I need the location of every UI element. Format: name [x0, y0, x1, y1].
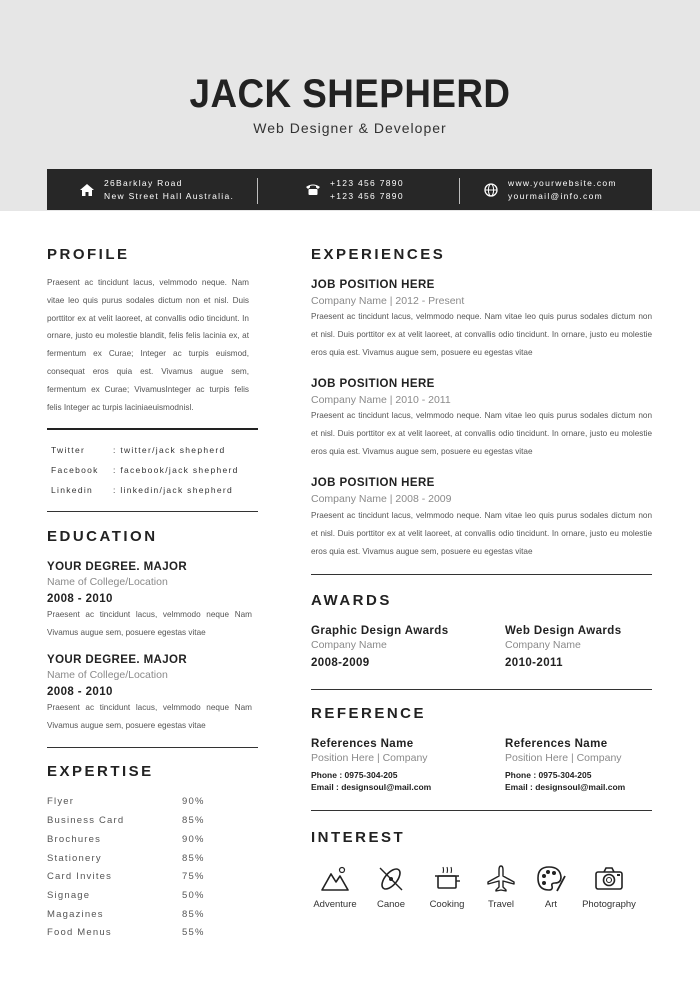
reference-heading: REFERENCE — [311, 705, 427, 722]
education-years: 2008 - 2010 — [47, 593, 113, 605]
interest-label: Adventure — [313, 899, 357, 910]
award-name: Graphic Design Awards — [311, 625, 449, 637]
camera-icon — [594, 864, 624, 894]
social-twitter — [51, 445, 226, 455]
interest-photography — [574, 864, 644, 910]
interest-label: Canoe — [377, 899, 405, 910]
job-title: Web Designer & Developer — [253, 120, 447, 136]
award-name: Web Design Awards — [505, 625, 622, 637]
awards-heading: AWARDS — [311, 592, 392, 609]
skill-name: Business Card — [47, 815, 125, 826]
divider — [47, 428, 258, 430]
social-label: Twitter — [51, 445, 86, 455]
interest-heading: INTEREST — [311, 829, 406, 846]
skill-name: Flyer — [47, 796, 75, 807]
website-text: www.yourwebsite.com — [508, 177, 617, 188]
contact-address — [79, 169, 234, 210]
job-company: Company Name | 2008 - 2009 — [311, 493, 452, 505]
reference-contact — [311, 769, 431, 793]
globe-icon — [483, 182, 499, 198]
skill-percent: 55% — [182, 927, 205, 938]
expertise-heading: EXPERTISE — [47, 763, 154, 780]
skill-percent: 85% — [182, 909, 205, 920]
award-company: Company Name — [311, 639, 387, 651]
expertise-row — [47, 853, 207, 864]
degree-title: YOUR DEGREE. MAJOR — [47, 654, 188, 666]
degree-title: YOUR DEGREE. MAJOR — [47, 561, 188, 573]
social-linkedin — [51, 485, 233, 495]
reference-position: Position Here | Company — [311, 752, 428, 764]
airplane-icon — [486, 864, 516, 894]
reference-position: Position Here | Company — [505, 752, 622, 764]
skill-percent: 90% — [182, 834, 205, 845]
social-label: Facebook — [51, 465, 99, 475]
phone-line-2: +123 456 7890 — [330, 190, 404, 201]
expertise-row — [47, 871, 207, 882]
page-title: JACK SHEPHERD — [189, 72, 511, 116]
college-name: Name of College/Location — [47, 669, 168, 681]
social-label: Linkedin — [51, 485, 94, 495]
phone-line-1: +123 456 7890 — [330, 177, 404, 188]
divider — [47, 747, 258, 748]
interest-label: Travel — [487, 899, 515, 910]
profile-text: Praesent ac tincidunt lacus, velmmodo neque. Nam vitae leo quis purus sodales dictum non et nisl. Duis porttitor ex at velit laoreet, at convallis odio tincidunt. In ornare, justo eu molestie blandit, felis felis lacinia ex, at fermentum ex Curae; Integer ac turpis euismod, consequat eros quia est. Vivamus augue sem, fermentum ex Curae; VivamusInteger ac turpis felis felis Integer ac turpis laciniaeuismodnisl. — [47, 278, 249, 412]
social-value: : twitter/jack shepherd — [113, 445, 226, 455]
skill-name: Food Menus — [47, 927, 112, 938]
award-years: 2010-2011 — [505, 657, 563, 669]
expertise-row — [47, 815, 207, 826]
reference-email: Email : designsoul@mail.com — [505, 782, 626, 792]
skill-percent: 50% — [182, 890, 205, 901]
reference-phone: Phone : 0975-304-205 — [505, 770, 592, 780]
skill-percent: 90% — [182, 796, 205, 807]
award-years: 2008-2009 — [311, 657, 370, 669]
palette-icon — [535, 864, 567, 894]
reference-name: References Name — [505, 738, 608, 750]
reference-contact — [505, 769, 625, 793]
interest-label: Photography — [582, 899, 636, 910]
education-text: Praesent ac tincidunt lacus, velmmodo neque Nam Vivamus augue sem, posuere egestas vitae — [47, 610, 252, 637]
profile-heading: PROFILE — [47, 246, 130, 263]
email-text: yourmail@info.com — [508, 190, 603, 201]
address-line-2: New Street Hall Australia. — [104, 190, 235, 201]
social-value: : linkedin/jack shepherd — [113, 485, 234, 495]
job-position: JOB POSITION HERE — [311, 477, 435, 489]
job-description: Praesent ac tincidunt lacus, velmmodo neque. Nam vitae leo quis purus sodales dictum non et nisl. Duis porttitor ex at velit laoreet, at convallis odio tincidunt. In ornare, justo eu molestie eros quia est. Vivamus augue sem, posuere eu egestas vitae — [311, 511, 652, 556]
job-position: JOB POSITION HERE — [311, 378, 435, 390]
contact-divider — [459, 178, 460, 204]
expertise-row — [47, 909, 207, 920]
address-line-1: 26Barklay Road — [104, 177, 183, 188]
reference-name: References Name — [311, 738, 414, 750]
education-text: Praesent ac tincidunt lacus, velmmodo neque Nam Vivamus augue sem, posuere egestas vitae — [47, 703, 252, 730]
job-description: Praesent ac tincidunt lacus, velmmodo neque. Nam vitae leo quis purus sodales dictum non et nisl. Duis porttitor ex at velit laoreet, at convallis odio tincidunt. In ornare, justo eu molestie eros quia est. Vivamus augue sem, posuere eu egestas vitae — [311, 312, 652, 357]
skill-name: Card Invites — [47, 871, 113, 882]
expertise-row — [47, 796, 207, 807]
job-position: JOB POSITION HERE — [311, 279, 435, 291]
job-company: Company Name | 2012 - Present — [311, 295, 465, 307]
divider — [311, 574, 652, 575]
canoe-icon — [376, 864, 406, 894]
college-name: Name of College/Location — [47, 576, 168, 588]
interest-label: Art — [544, 899, 558, 910]
contact-phone — [305, 169, 404, 210]
skill-name: Stationery — [47, 853, 102, 864]
job-description: Praesent ac tincidunt lacus, velmmodo neque. Nam vitae leo quis purus sodales dictum non et nisl. Duis porttitor ex at velit laoreet, at convallis odio tincidunt. In ornare, justo eu molestie eros quia est. Vivamus augue sem, posuere eu egestas vitae — [311, 411, 652, 456]
cooking-pot-icon — [432, 864, 462, 894]
education-years: 2008 - 2010 — [47, 686, 113, 698]
experiences-heading: EXPERIENCES — [311, 246, 446, 263]
divider — [47, 511, 258, 512]
reference-phone: Phone : 0975-304-205 — [311, 770, 398, 780]
social-value: : facebook/jack shepherd — [113, 465, 239, 475]
job-company: Company Name | 2010 - 2011 — [311, 394, 451, 406]
social-facebook — [51, 465, 239, 475]
award-company: Company Name — [505, 639, 581, 651]
skill-name: Magazines — [47, 909, 104, 920]
skill-name: Brochures — [47, 834, 102, 845]
skill-percent: 75% — [182, 871, 205, 882]
divider — [311, 689, 652, 690]
contact-bar — [47, 169, 652, 210]
expertise-row — [47, 890, 207, 901]
home-icon — [79, 182, 95, 198]
skill-percent: 85% — [182, 815, 205, 826]
divider — [311, 810, 652, 811]
mountain-icon — [320, 864, 350, 894]
expertise-row — [47, 927, 207, 938]
reference-email: Email : designsoul@mail.com — [311, 782, 432, 792]
interest-label: Cooking — [429, 899, 465, 910]
phone-icon — [305, 182, 321, 198]
expertise-row — [47, 834, 207, 845]
contact-web — [483, 169, 617, 210]
education-heading: EDUCATION — [47, 528, 158, 545]
skill-name: Signage — [47, 890, 91, 901]
contact-divider — [257, 178, 258, 204]
skill-percent: 85% — [182, 853, 205, 864]
